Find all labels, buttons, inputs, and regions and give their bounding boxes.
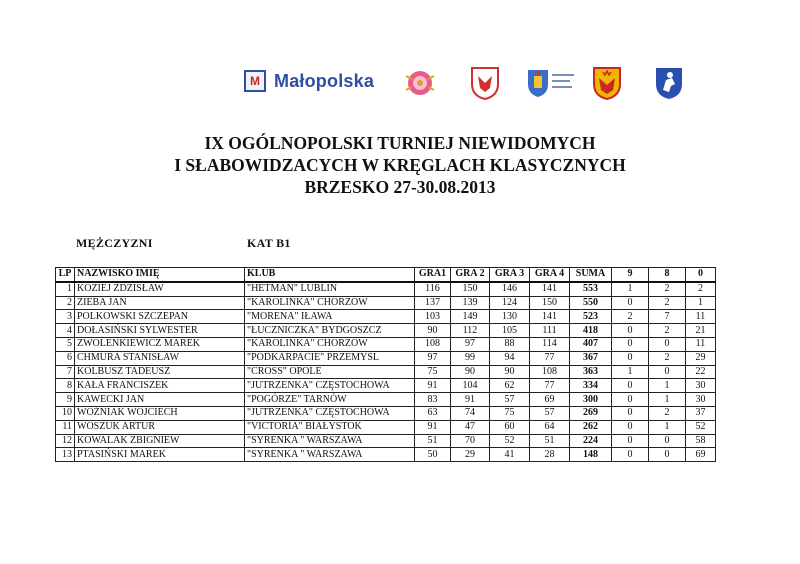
cell-club: "SYRENKA " WARSZAWA [245,448,415,462]
col-header-game1: GRA1 [415,268,451,282]
cell-nines: 0 [612,434,649,448]
cell-game4: 69 [530,393,570,407]
cell-game3: 90 [490,365,530,379]
cell-game4: 141 [530,282,570,296]
cell-game2: 112 [451,324,490,338]
cell-sum: 262 [570,420,612,434]
cell-game4: 150 [530,296,570,310]
cell-sum: 550 [570,296,612,310]
cell-game1: 90 [415,324,451,338]
cell-game1: 103 [415,310,451,324]
table-row [56,434,716,448]
cell-eights: 2 [649,406,686,420]
cell-name: WOSZUK ARTUR [75,420,245,434]
cell-lp: 5 [56,337,75,351]
cell-zeros: 22 [686,365,716,379]
cell-zeros: 2 [686,282,716,296]
title-line-1: IX OGÓLNOPOLSKI TURNIEJ NIEWIDOMYCH [204,133,596,153]
cell-lp: 9 [56,393,75,407]
cell-game1: 137 [415,296,451,310]
cell-game4: 77 [530,379,570,393]
cell-lp: 6 [56,351,75,365]
table-row [56,448,716,462]
cell-lp: 11 [56,420,75,434]
col-header-zeros: 0 [686,268,716,282]
category-label: KAT B1 [247,236,291,250]
cell-eights: 1 [649,420,686,434]
cell-nines: 0 [612,296,649,310]
crowned-eagle-shield-icon [592,66,622,100]
cell-name: KAWECKI JAN [75,393,245,407]
eagle-shield-icon [470,66,500,100]
table-row [56,337,716,351]
cell-game1: 108 [415,337,451,351]
cell-lp: 12 [56,434,75,448]
cell-name: WOŹNIAK WOJCIECH [75,406,245,420]
cell-game3: 124 [490,296,530,310]
col-header-game2: GRA 2 [451,268,490,282]
col-header-game4: GRA 4 [530,268,570,282]
cell-game2: 150 [451,282,490,296]
col-header-club: KLUB [245,268,415,282]
cell-zeros: 11 [686,310,716,324]
cell-zeros: 69 [686,448,716,462]
cell-game4: 64 [530,420,570,434]
cell-nines: 1 [612,282,649,296]
cell-nines: 0 [612,393,649,407]
col-header-eights: 8 [649,268,686,282]
cell-name: KOLBUSZ TADEUSZ [75,365,245,379]
cell-eights: 1 [649,379,686,393]
cell-club: "SYRENKA " WARSZAWA [245,434,415,448]
rose-emblem-icon [402,66,438,100]
cell-game2: 99 [451,351,490,365]
gender-label: MĘŻCZYZNI [76,236,153,250]
col-header-lp: LP [56,268,75,282]
cell-nines: 0 [612,337,649,351]
cell-zeros: 37 [686,406,716,420]
cell-game3: 52 [490,434,530,448]
cell-club: "PODKARPACIE" PRZEMYŚL [245,351,415,365]
cell-nines: 2 [612,310,649,324]
cell-club: "JUTRZENKA" CZĘSTOCHOWA [245,406,415,420]
col-header-nines: 9 [612,268,649,282]
cell-sum: 367 [570,351,612,365]
cell-lp: 1 [56,282,75,296]
title-line-3: BRZESKO 27-30.08.2013 [304,177,496,197]
cell-game3: 105 [490,324,530,338]
col-header-sum: SUMA [570,268,612,282]
cell-nines: 0 [612,406,649,420]
cell-club: "VICTORIA" BIAŁYSTOK [245,420,415,434]
cell-game4: 114 [530,337,570,351]
cell-eights: 7 [649,310,686,324]
cell-game3: 57 [490,393,530,407]
cell-game2: 29 [451,448,490,462]
cell-game4: 77 [530,351,570,365]
cell-name: DOŁASIŃSKI SYLWESTER [75,324,245,338]
table-row [56,393,716,407]
cell-club: "CROSS" OPOLE [245,365,415,379]
cell-sum: 523 [570,310,612,324]
cell-eights: 2 [649,324,686,338]
cell-zeros: 30 [686,379,716,393]
cell-eights: 0 [649,434,686,448]
cell-game2: 97 [451,337,490,351]
cell-eights: 2 [649,282,686,296]
cell-game1: 50 [415,448,451,462]
cell-name: POLKOWSKI SZCZEPAN [75,310,245,324]
malopolska-logo-text: Małopolska [274,70,375,91]
cell-sum: 300 [570,393,612,407]
cell-zeros: 52 [686,420,716,434]
cell-lp: 3 [56,310,75,324]
cell-zeros: 58 [686,434,716,448]
cell-club: "MORENA" IŁAWA [245,310,415,324]
cell-club: "ŁUCZNICZKA" BYDGOSZCZ [245,324,415,338]
cell-lp: 2 [56,296,75,310]
cell-lp: 8 [56,379,75,393]
cell-game4: 108 [530,365,570,379]
cell-club: "KAROLINKA" CHORZÓW [245,337,415,351]
cell-game3: 130 [490,310,530,324]
cell-game4: 141 [530,310,570,324]
cell-nines: 1 [612,365,649,379]
cell-eights: 1 [649,393,686,407]
cell-lp: 10 [56,406,75,420]
cell-name: PTASIŃSKI MAREK [75,448,245,462]
cell-game1: 91 [415,379,451,393]
results-table [55,267,716,462]
table-row [56,379,716,393]
cell-club: "POGÓRZE" TARNÓW [245,393,415,407]
cell-zeros: 21 [686,324,716,338]
col-header-name: NAZWISKO IMIĘ [75,268,245,282]
cell-sum: 363 [570,365,612,379]
cell-sum: 224 [570,434,612,448]
cell-nines: 0 [612,379,649,393]
cell-lp: 7 [56,365,75,379]
table-row [56,406,716,420]
cell-game1: 91 [415,420,451,434]
cell-game2: 74 [451,406,490,420]
cell-sum: 334 [570,379,612,393]
cell-sum: 418 [570,324,612,338]
cell-eights: 0 [649,337,686,351]
table-row [56,420,716,434]
table-header-row [56,268,716,282]
cell-sum: 269 [570,406,612,420]
table-row [56,296,716,310]
knight-shield-icon [654,66,684,100]
cell-game2: 149 [451,310,490,324]
page-title [0,132,800,198]
col-header-game3: GRA 3 [490,268,530,282]
cell-lp: 4 [56,324,75,338]
cell-sum: 553 [570,282,612,296]
cell-name: ZIEBA JAN [75,296,245,310]
cell-zeros: 11 [686,337,716,351]
malopolska-mark-icon: M [244,70,266,92]
cell-game3: 60 [490,420,530,434]
cell-sum: 148 [570,448,612,462]
cell-nines: 0 [612,420,649,434]
table-row [56,282,716,296]
cell-game3: 75 [490,406,530,420]
table-row [56,351,716,365]
table-row [56,310,716,324]
cell-game1: 116 [415,282,451,296]
table-row [56,324,716,338]
cell-eights: 2 [649,351,686,365]
cell-game1: 83 [415,393,451,407]
cell-game4: 111 [530,324,570,338]
cell-game2: 70 [451,434,490,448]
cell-eights: 0 [649,448,686,462]
sponsor-logos [0,66,800,106]
cell-game1: 63 [415,406,451,420]
cell-zeros: 30 [686,393,716,407]
table-row [56,365,716,379]
cell-game2: 139 [451,296,490,310]
cell-eights: 0 [649,365,686,379]
cell-game3: 146 [490,282,530,296]
cell-game2: 91 [451,393,490,407]
cell-game1: 75 [415,365,451,379]
cell-name: KAŁA FRANCISZEK [75,379,245,393]
cell-game2: 47 [451,420,490,434]
cell-zeros: 29 [686,351,716,365]
cell-nines: 0 [612,351,649,365]
cell-game3: 41 [490,448,530,462]
cell-name: CHMURA STANISŁAW [75,351,245,365]
cell-game4: 51 [530,434,570,448]
cell-name: KOWALAK ZBIGNIEW [75,434,245,448]
cell-game3: 88 [490,337,530,351]
cell-sum: 407 [570,337,612,351]
cell-game2: 90 [451,365,490,379]
cell-game3: 62 [490,379,530,393]
cell-game4: 28 [530,448,570,462]
cell-nines: 0 [612,324,649,338]
cell-lp: 13 [56,448,75,462]
cell-nines: 0 [612,448,649,462]
cell-game2: 104 [451,379,490,393]
malopolska-logo [244,70,374,92]
brzesko-city-crest-icon [526,66,576,100]
cell-name: ZWOLENKIEWICZ MAREK [75,337,245,351]
cell-eights: 2 [649,296,686,310]
title-line-2: I SŁABOWIDZACYCH W KRĘGLACH KLASYCZNYCH [174,155,626,175]
cell-club: "HETMAN" LUBLIN [245,282,415,296]
cell-game4: 57 [530,406,570,420]
cell-club: "JUTRZENKA" CZĘSTOCHOWA [245,379,415,393]
cell-game1: 51 [415,434,451,448]
cell-game3: 94 [490,351,530,365]
cell-game1: 97 [415,351,451,365]
cell-zeros: 1 [686,296,716,310]
cell-name: KOZIEJ ZDZISŁAW [75,282,245,296]
cell-club: "KAROLINKA" CHORZÓW [245,296,415,310]
